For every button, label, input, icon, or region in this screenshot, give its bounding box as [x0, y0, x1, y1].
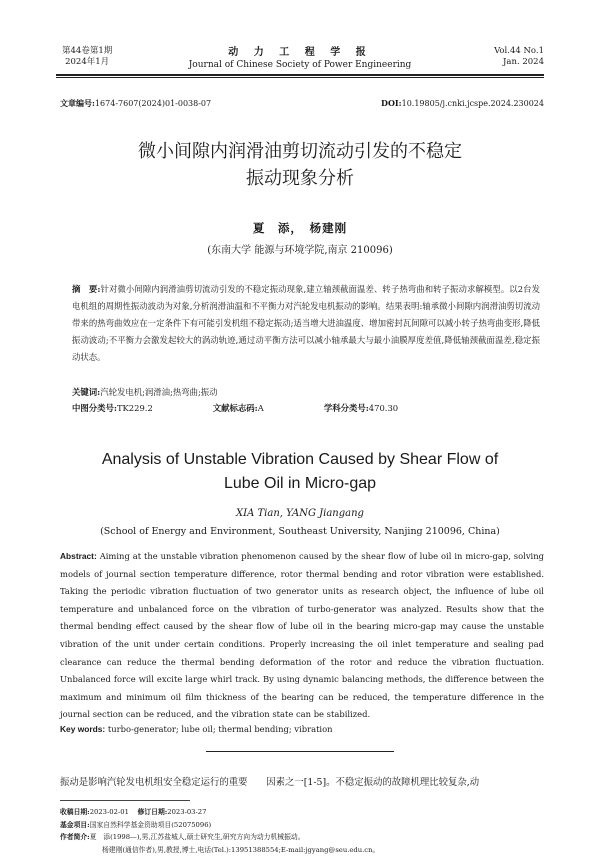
subject-label: 学科分类号: — [323, 403, 369, 413]
fund-label: 基金项目: — [60, 820, 90, 829]
author-bio-text: 夏 添(1998—),男,江苏盐城人,硕士研究生,研究方向为动力机械振动。 — [89, 833, 305, 841]
header-rule-bottom — [56, 77, 544, 78]
received-label: 收稿日期: — [60, 808, 90, 816]
fund-text: 国家自然科学基金资助项目(52075096) — [89, 820, 212, 829]
corr-text: 男,教授,博士,电话(Tel.):13951388554;E-mail:jgyang@seu.edu.cn。 — [157, 845, 380, 854]
affiliation-en: (School of Energy and Environment, Southeast University, Nanjing 210096, China) — [100, 526, 500, 537]
title-cn-line1: 微小间隙内润滑油剪切流动引发的不稳定 — [138, 141, 462, 162]
classification-line — [72, 402, 540, 414]
section-separator — [206, 751, 394, 752]
abstract-en — [60, 548, 544, 724]
keywords-cn — [72, 384, 540, 400]
article-id — [60, 98, 211, 109]
subject-value: 470.30 — [368, 403, 399, 413]
journal-name-en: Journal of Chinese Society of Power Engineering — [188, 60, 412, 70]
header-date-cn: 2024年1月 — [65, 57, 110, 67]
revised-label: 修订日期: — [137, 808, 168, 816]
footnote-author — [60, 831, 544, 844]
title-en — [0, 448, 600, 496]
article-meta — [60, 98, 544, 109]
keywords-en-label: Key words: — [60, 724, 106, 734]
footnote-corresponding — [60, 844, 544, 857]
header-volume-en: Vol.44 No.1 — [494, 46, 544, 56]
footnotes — [60, 806, 544, 856]
affiliation-cn: (东南大学 能源与环境学院,南京 210096) — [207, 245, 393, 256]
abstract-cn-text: 针对微小间隙内润滑油剪切流动引发的不稳定振动现象,建立轴颈截面温差、转子热弯曲和转子振动求解模型。以2台发电机组的周期性振动波动为对象,分析润滑油温和不平衡力对汽轮发电机振动的影响。结果表明:轴承微小间隙内润滑油剪切流动带来的热弯曲效应在一定条件下有可能引发机组不稳定振动;适当增大进油温度、增加密封瓦间隙可以减小转子热弯曲变形,降低振动波动;不平衡力会激发起较大的涡动轨迹,通过动平衡方法可以减小轴承最大与最小油膜厚度差值,降低轴颈截面温差,稳定振动状态。 — [72, 284, 540, 362]
keywords-cn-label: 关键词: — [72, 387, 101, 397]
subject-code — [324, 402, 428, 414]
footnote-dates — [60, 806, 544, 819]
corr-label: 杨建刚(通信作者), — [102, 845, 158, 854]
doc-code-label: 文献标志码: — [212, 403, 258, 413]
article-id-label: 文章编号: — [60, 98, 95, 108]
authors-en: XIA Tian, YANG Jiangang — [236, 508, 364, 519]
title-en-line2: Lube Oil in Micro-gap — [223, 475, 377, 492]
title-en-line1: Analysis of Unstable Vibration Caused by Shear Flow of — [101, 451, 499, 468]
doi — [381, 98, 544, 109]
abstract-cn — [72, 281, 540, 366]
received-date: 2023-02-01 — [89, 808, 129, 816]
journal-name-cn: 动 力 工 程 学 报 — [228, 47, 372, 58]
keywords-cn-text: 汽轮发电机;润滑油;热弯曲;振动 — [100, 387, 218, 397]
header-date-en: Jan. 2024 — [503, 57, 544, 67]
clc-code — [72, 402, 183, 414]
doi-label: DOI: — [381, 98, 402, 108]
header-right — [494, 46, 544, 68]
title-cn-line2: 振动现象分析 — [246, 168, 354, 189]
footnote-fund — [60, 819, 544, 832]
title-cn — [0, 138, 600, 192]
doc-code-value: A — [257, 403, 264, 413]
header-volume-cn: 第44卷第1期 — [62, 46, 113, 56]
abstract-en-label: Abstract: — [60, 551, 97, 561]
header-center — [180, 46, 420, 72]
keywords-en — [60, 724, 544, 734]
footnote-rule — [60, 800, 190, 801]
keywords-en-text: turbo-generator; lube oil; thermal bending; vibration — [107, 724, 333, 734]
clc-label: 中图分类号: — [72, 403, 117, 413]
revised-date: 2023-03-27 — [167, 808, 207, 816]
body-first-line: 振动是影响汽轮发电机组安全稳定运行的重要 因素之一[1-5]。不稳定振动的故障机理比较复杂,动 — [60, 777, 480, 788]
doi-value: 10.19805/j.cnki.jcspe.2024.230024 — [401, 99, 544, 108]
header-left — [62, 46, 112, 68]
abstract-en-text: Aiming at the unstable vibration phenomenon caused by the shear flow of lube oil in micro-gap, solving models of journal section temperature difference, rotor thermal bending and rotor vibration were established. Taking the periodic vibration fluctuation of two generator units as research object, the influence of lube oil temperature and unbalanced force on the vibration of turbo-generator was analyzed. Results show that the thermal bending effect caused by the shear flow of lube oil in the bearing micro-gap may cause the unstable vibration of the unit under certain conditions. Properly increasing the oil inlet temperature and sealing pad clearance can reduce the thermal bending deformation of the rotor and reduce the vibration fluctuation. Unbalanced force will excite large whirl track. By using dynamic balancing methods, the difference between the maximum and minimum oil film thickness of the bearing can be reduced, the temperature difference in the journal section can be reduced, and the vibration state can be stabilized. — [60, 551, 544, 720]
authors-cn: 夏 添， 杨建刚 — [252, 221, 348, 235]
header-rule-top — [56, 74, 544, 76]
author-bio-label: 作者简介: — [60, 833, 90, 841]
article-id-value: 1674-7607(2024)01-0038-07 — [94, 99, 212, 108]
doc-code — [213, 402, 294, 414]
abstract-cn-label: 摘 要: — [72, 284, 101, 294]
clc-value: TK229.2 — [116, 403, 153, 413]
